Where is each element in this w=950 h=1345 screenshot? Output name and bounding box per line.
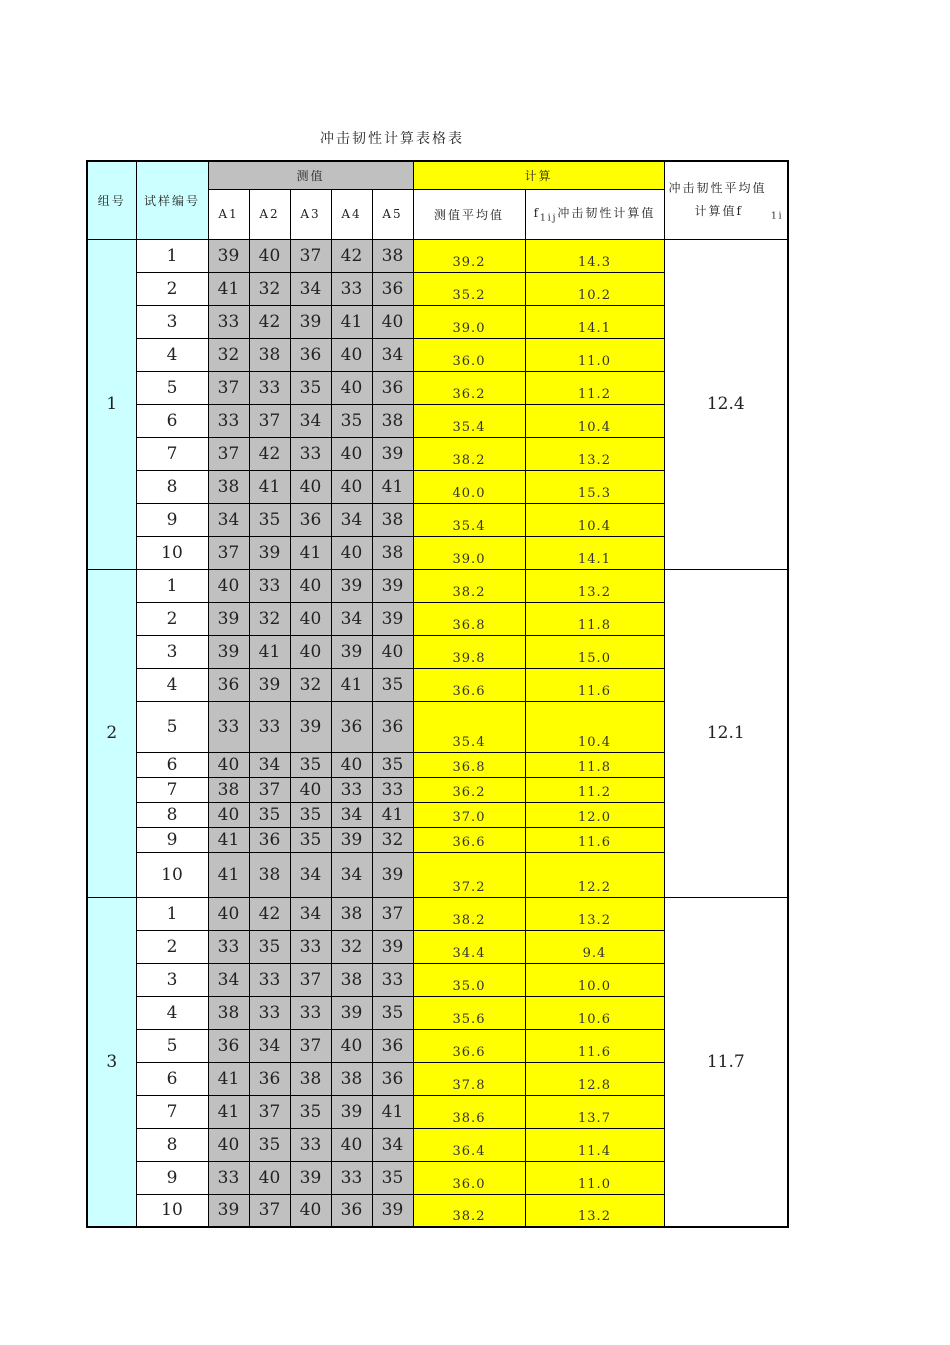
measured-a2: 39 [249,668,290,701]
group-average: 12.4 [664,239,788,569]
measured-a4: 36 [331,1194,372,1227]
fij-value: 13.2 [525,569,664,602]
measured-a2: 42 [249,897,290,930]
impact-toughness-table [86,160,789,1228]
sample-number: 8 [136,470,208,503]
measured-a3: 41 [290,536,331,569]
measured-a4: 34 [331,852,372,897]
measured-a2: 37 [249,404,290,437]
measured-a2: 33 [249,963,290,996]
measured-a5: 32 [372,827,413,852]
mean-value: 35.4 [413,701,525,752]
measured-a1: 41 [208,1062,249,1095]
measured-a1: 36 [208,668,249,701]
fij-value: 13.2 [525,1194,664,1227]
measured-a3: 38 [290,1062,331,1095]
fij-value: 10.4 [525,701,664,752]
measured-a5: 36 [372,1029,413,1062]
measured-a2: 33 [249,701,290,752]
measured-a5: 36 [372,371,413,404]
measured-a3: 33 [290,930,331,963]
sample-number: 9 [136,827,208,852]
measured-a3: 35 [290,802,331,827]
measured-a1: 39 [208,635,249,668]
measured-a5: 41 [372,802,413,827]
measured-a2: 37 [249,1095,290,1128]
measured-a5: 33 [372,777,413,802]
header-computed: 计算 [413,161,664,189]
measured-a4: 39 [331,827,372,852]
measured-a1: 33 [208,305,249,338]
measured-a3: 37 [290,239,331,272]
measured-a4: 39 [331,1095,372,1128]
measured-a4: 40 [331,1128,372,1161]
measured-a5: 38 [372,239,413,272]
measured-a3: 36 [290,338,331,371]
sample-number: 4 [136,338,208,371]
fij-value: 15.0 [525,635,664,668]
measured-a3: 36 [290,503,331,536]
measured-a2: 41 [249,635,290,668]
measured-a1: 40 [208,569,249,602]
measured-a2: 35 [249,503,290,536]
fij-value: 13.7 [525,1095,664,1128]
sample-number: 7 [136,437,208,470]
fij-value: 11.0 [525,338,664,371]
measured-a4: 32 [331,930,372,963]
header-a3: A3 [290,189,331,239]
mean-value: 37.2 [413,852,525,897]
measured-a2: 35 [249,802,290,827]
group-number: 3 [87,897,136,1227]
sample-number: 3 [136,305,208,338]
table-row [87,897,788,930]
mean-value: 39.8 [413,635,525,668]
measured-a1: 41 [208,1095,249,1128]
measured-a1: 40 [208,897,249,930]
measured-a1: 37 [208,536,249,569]
measured-a5: 35 [372,752,413,777]
measured-a3: 35 [290,827,331,852]
header-result-line2: 计算值f [694,204,743,219]
fij-value: 14.1 [525,305,664,338]
mean-value: 35.4 [413,404,525,437]
measured-a4: 34 [331,602,372,635]
sample-number: 4 [136,668,208,701]
measured-a4: 40 [331,752,372,777]
measured-a2: 34 [249,1029,290,1062]
fij-value: 13.2 [525,437,664,470]
fij-value: 11.6 [525,1029,664,1062]
measured-a5: 41 [372,470,413,503]
measured-a5: 39 [372,602,413,635]
measured-a2: 32 [249,272,290,305]
header-measured: 测值 [208,161,413,189]
fij-value: 14.1 [525,536,664,569]
measured-a1: 34 [208,963,249,996]
sample-number: 2 [136,602,208,635]
measured-a5: 39 [372,852,413,897]
measured-a3: 34 [290,852,331,897]
header-fij-prefix: f [533,206,541,221]
table-row [87,239,788,272]
measured-a5: 39 [372,1194,413,1227]
measured-a3: 32 [290,668,331,701]
measured-a5: 35 [372,668,413,701]
measured-a2: 36 [249,827,290,852]
measured-a5: 41 [372,1095,413,1128]
mean-value: 37.8 [413,1062,525,1095]
mean-value: 37.0 [413,802,525,827]
measured-a1: 39 [208,1194,249,1227]
sample-number: 5 [136,1029,208,1062]
header-a2: A2 [249,189,290,239]
table-body [87,239,788,1227]
measured-a5: 34 [372,338,413,371]
sample-number: 9 [136,503,208,536]
measured-a2: 40 [249,239,290,272]
measured-a2: 39 [249,536,290,569]
sample-number: 4 [136,996,208,1029]
measured-a3: 35 [290,752,331,777]
measured-a5: 38 [372,404,413,437]
measured-a3: 33 [290,1128,331,1161]
sample-number: 7 [136,777,208,802]
fij-value: 11.6 [525,827,664,852]
fij-value: 10.6 [525,996,664,1029]
mean-value: 34.4 [413,930,525,963]
mean-value: 36.2 [413,371,525,404]
sample-number: 10 [136,1194,208,1227]
fij-value: 11.2 [525,371,664,404]
fij-value: 11.6 [525,668,664,701]
sample-number: 2 [136,930,208,963]
measured-a1: 41 [208,827,249,852]
header-result [664,161,788,239]
mean-value: 38.2 [413,1194,525,1227]
measured-a3: 40 [290,470,331,503]
mean-value: 36.0 [413,1161,525,1194]
measured-a4: 41 [331,668,372,701]
mean-value: 36.6 [413,668,525,701]
mean-value: 35.0 [413,963,525,996]
fij-value: 12.2 [525,852,664,897]
sample-number: 1 [136,897,208,930]
measured-a4: 40 [331,371,372,404]
measured-a1: 38 [208,777,249,802]
group-average: 12.1 [664,569,788,897]
measured-a5: 37 [372,897,413,930]
measured-a4: 38 [331,963,372,996]
mean-value: 36.2 [413,777,525,802]
measured-a5: 39 [372,930,413,963]
header-mean: 测值平均值 [413,189,525,239]
measured-a1: 39 [208,239,249,272]
mean-value: 39.0 [413,536,525,569]
sample-number: 3 [136,635,208,668]
mean-value: 35.4 [413,503,525,536]
measured-a5: 36 [372,272,413,305]
measured-a1: 40 [208,802,249,827]
measured-a4: 33 [331,1161,372,1194]
measured-a4: 38 [331,897,372,930]
header-result-sub: 1i [770,211,784,222]
mean-value: 38.6 [413,1095,525,1128]
measured-a4: 38 [331,1062,372,1095]
measured-a3: 33 [290,996,331,1029]
fij-value: 13.2 [525,897,664,930]
fij-value: 11.8 [525,602,664,635]
sample-number: 5 [136,371,208,404]
measured-a4: 33 [331,777,372,802]
measured-a3: 34 [290,897,331,930]
measured-a1: 40 [208,752,249,777]
mean-value: 36.6 [413,827,525,852]
measured-a3: 37 [290,963,331,996]
measured-a2: 38 [249,852,290,897]
measured-a1: 33 [208,404,249,437]
sample-number: 10 [136,852,208,897]
group-number: 2 [87,569,136,897]
measured-a5: 39 [372,437,413,470]
measured-a1: 37 [208,437,249,470]
measured-a4: 39 [331,996,372,1029]
mean-value: 35.2 [413,272,525,305]
measured-a2: 37 [249,777,290,802]
measured-a5: 39 [372,569,413,602]
header-fij-suffix: 冲击韧性计算值 [557,206,656,221]
measured-a1: 41 [208,272,249,305]
measured-a1: 36 [208,1029,249,1062]
measured-a2: 32 [249,602,290,635]
header-a5: A5 [372,189,413,239]
measured-a3: 37 [290,1029,331,1062]
header-result-line1: 冲击韧性平均值 [668,181,767,196]
measured-a5: 40 [372,305,413,338]
measured-a5: 36 [372,701,413,752]
measured-a4: 42 [331,239,372,272]
measured-a3: 33 [290,437,331,470]
group-number: 1 [87,239,136,569]
fij-value: 10.4 [525,503,664,536]
sample-number: 8 [136,802,208,827]
header-a4: A4 [331,189,372,239]
measured-a5: 40 [372,635,413,668]
measured-a2: 35 [249,1128,290,1161]
measured-a2: 37 [249,1194,290,1227]
measured-a3: 40 [290,602,331,635]
sample-number: 2 [136,272,208,305]
mean-value: 36.8 [413,752,525,777]
measured-a4: 33 [331,272,372,305]
measured-a2: 33 [249,569,290,602]
measured-a1: 33 [208,930,249,963]
measured-a4: 34 [331,802,372,827]
measured-a2: 34 [249,752,290,777]
mean-value: 35.6 [413,996,525,1029]
measured-a2: 33 [249,371,290,404]
measured-a1: 38 [208,470,249,503]
mean-value: 36.6 [413,1029,525,1062]
sample-number: 1 [136,239,208,272]
measured-a4: 41 [331,305,372,338]
measured-a2: 35 [249,930,290,963]
measured-a4: 34 [331,503,372,536]
sample-number: 9 [136,1161,208,1194]
fij-value: 11.8 [525,752,664,777]
fij-value: 10.0 [525,963,664,996]
sample-number: 3 [136,963,208,996]
measured-a3: 39 [290,305,331,338]
sample-number: 5 [136,701,208,752]
measured-a1: 37 [208,371,249,404]
header-group: 组号 [87,161,136,239]
measured-a4: 40 [331,338,372,371]
mean-value: 39.0 [413,305,525,338]
measured-a4: 39 [331,569,372,602]
mean-value: 38.2 [413,897,525,930]
measured-a2: 40 [249,1161,290,1194]
fij-value: 11.0 [525,1161,664,1194]
mean-value: 36.8 [413,602,525,635]
measured-a3: 39 [290,1161,331,1194]
measured-a4: 36 [331,701,372,752]
measured-a3: 40 [290,1194,331,1227]
measured-a3: 35 [290,371,331,404]
fij-value: 11.4 [525,1128,664,1161]
fij-value: 10.4 [525,404,664,437]
measured-a1: 34 [208,503,249,536]
fij-value: 11.2 [525,777,664,802]
measured-a2: 33 [249,996,290,1029]
measured-a1: 38 [208,996,249,1029]
measured-a2: 42 [249,305,290,338]
measured-a2: 38 [249,338,290,371]
fij-value: 15.3 [525,470,664,503]
measured-a2: 42 [249,437,290,470]
mean-value: 36.0 [413,338,525,371]
fij-value: 9.4 [525,930,664,963]
sample-number: 6 [136,752,208,777]
measured-a2: 36 [249,1062,290,1095]
header-sample: 试样编号 [136,161,208,239]
measured-a3: 40 [290,569,331,602]
measured-a1: 41 [208,852,249,897]
measured-a5: 34 [372,1128,413,1161]
measured-a5: 38 [372,536,413,569]
measured-a1: 33 [208,1161,249,1194]
measured-a5: 35 [372,996,413,1029]
fij-value: 14.3 [525,239,664,272]
sample-number: 7 [136,1095,208,1128]
measured-a1: 40 [208,1128,249,1161]
measured-a3: 35 [290,1095,331,1128]
sample-number: 8 [136,1128,208,1161]
sample-number: 6 [136,404,208,437]
header-a1: A1 [208,189,249,239]
measured-a4: 40 [331,1029,372,1062]
measured-a5: 38 [372,503,413,536]
measured-a1: 32 [208,338,249,371]
measured-a1: 39 [208,602,249,635]
measured-a2: 41 [249,470,290,503]
measured-a5: 35 [372,1161,413,1194]
measured-a4: 40 [331,536,372,569]
measured-a4: 40 [331,437,372,470]
header-fij [525,189,664,239]
sample-number: 6 [136,1062,208,1095]
measured-a1: 33 [208,701,249,752]
mean-value: 36.4 [413,1128,525,1161]
fij-value: 12.0 [525,802,664,827]
mean-value: 38.2 [413,437,525,470]
table-row [87,569,788,602]
fij-value: 10.2 [525,272,664,305]
measured-a4: 35 [331,404,372,437]
mean-value: 39.2 [413,239,525,272]
measured-a3: 34 [290,404,331,437]
measured-a4: 39 [331,635,372,668]
sample-number: 10 [136,536,208,569]
measured-a3: 34 [290,272,331,305]
fij-value: 12.8 [525,1062,664,1095]
header-fij-sub: 1ij [540,213,558,224]
measured-a3: 40 [290,635,331,668]
sample-number: 1 [136,569,208,602]
mean-value: 40.0 [413,470,525,503]
mean-value: 38.2 [413,569,525,602]
measured-a4: 40 [331,470,372,503]
measured-a5: 33 [372,963,413,996]
measured-a3: 39 [290,701,331,752]
group-average: 11.7 [664,897,788,1227]
measured-a5: 36 [372,1062,413,1095]
measured-a3: 40 [290,777,331,802]
sheet-title: 冲击韧性计算表格表 [320,131,464,147]
